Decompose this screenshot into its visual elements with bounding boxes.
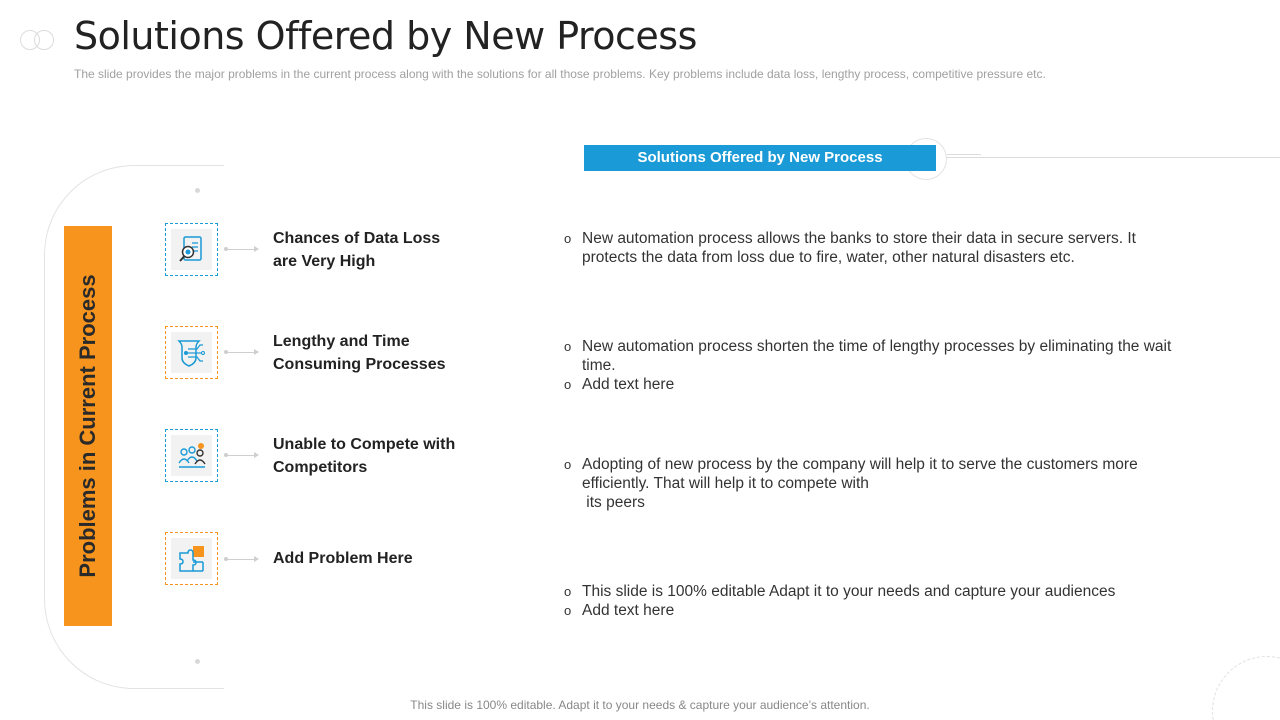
problem-1-label xyxy=(273,227,440,273)
team-competition-icon xyxy=(175,439,209,473)
problem-4-connector xyxy=(226,559,258,560)
problem-1-line-2: are Very High xyxy=(273,253,376,270)
problem-2-line-1: Lengthy and Time xyxy=(273,333,410,350)
solution-3-bullet-1 xyxy=(564,455,1204,512)
solution-1-bullet-1 xyxy=(564,229,1204,267)
solution-4-line-1: This slide is 100% editable Adapt it to your needs and capture your audiences xyxy=(582,583,1116,600)
bullet-marker: o xyxy=(564,584,572,599)
footer-note: This slide is 100% editable. Adapt it to your needs & capture your audience’s attention. xyxy=(410,698,870,712)
problem-3-line-1: Unable to Compete with xyxy=(273,436,456,453)
solution-2-line-3: Add text here xyxy=(582,376,675,393)
solution-4 xyxy=(564,582,1204,620)
solution-2-line-2: time. xyxy=(582,357,616,374)
bullet-marker: o xyxy=(564,339,572,354)
problem-2-line-2: Consuming Processes xyxy=(273,356,446,373)
problem-2-label xyxy=(273,330,446,376)
shield-circuit-icon xyxy=(175,336,209,370)
solution-1 xyxy=(564,229,1204,267)
solution-2-bullet-2 xyxy=(564,375,1204,394)
banner-line xyxy=(947,157,1280,158)
solution-3-line-3: its peers xyxy=(582,494,645,511)
arc-dot-bottom xyxy=(195,659,200,664)
problem-3-connector xyxy=(226,455,258,456)
solution-1-line-1: New automation process allows the banks to store their data in secure servers. It xyxy=(582,230,1136,247)
page-title: Solutions Offered by New Process xyxy=(74,14,697,58)
problem-3-line-2: Competitors xyxy=(273,459,368,476)
bullet-marker: o xyxy=(564,603,572,618)
solution-2-bullet-1 xyxy=(564,337,1204,375)
bullet-marker: o xyxy=(564,231,572,246)
problem-2-connector xyxy=(226,352,258,353)
page-subtitle: The slide provides the major problems in the current process along with the solutions for all those problems. Key problems include data loss, lengthy process, competitive pressure etc. xyxy=(74,67,1046,81)
solution-1-line-2: protects the data from loss due to fire, water, other natural disasters etc. xyxy=(582,249,1075,266)
logo-circles-icon xyxy=(20,30,56,50)
puzzle-icon xyxy=(175,542,209,576)
document-search-icon-box xyxy=(165,223,218,276)
document-search-icon xyxy=(175,233,209,267)
solution-3-line-1: Adopting of new process by the company will help it to serve the customers more xyxy=(582,456,1138,473)
bullet-marker: o xyxy=(564,457,572,472)
solution-4-bullet-1 xyxy=(564,582,1204,601)
arc-dot-top xyxy=(195,188,200,193)
solution-2-line-1: New automation process shorten the time of lengthy processes by eliminating the wait xyxy=(582,338,1172,355)
problem-1-connector xyxy=(226,249,258,250)
solution-4-bullet-2 xyxy=(564,601,1204,620)
shield-circuit-icon-box xyxy=(165,326,218,379)
solution-3 xyxy=(564,455,1204,512)
problem-4-label xyxy=(273,547,413,570)
problems-sidebar-label: Problems in Current Process xyxy=(75,274,100,578)
banner-connector-line xyxy=(947,154,981,155)
solution-3-line-2: efficiently. That will help it to compete with xyxy=(582,475,869,492)
solutions-header: Solutions Offered by New Process xyxy=(584,145,936,171)
puzzle-icon-box xyxy=(165,532,218,585)
problem-1-line-1: Chances of Data Loss xyxy=(273,230,441,247)
solution-4-line-2: Add text here xyxy=(582,602,675,619)
bullet-marker: o xyxy=(564,377,572,392)
solution-2 xyxy=(564,337,1204,394)
problem-4-line-1: Add Problem Here xyxy=(273,550,413,567)
team-competition-icon-box xyxy=(165,429,218,482)
problem-3-label xyxy=(273,433,455,479)
